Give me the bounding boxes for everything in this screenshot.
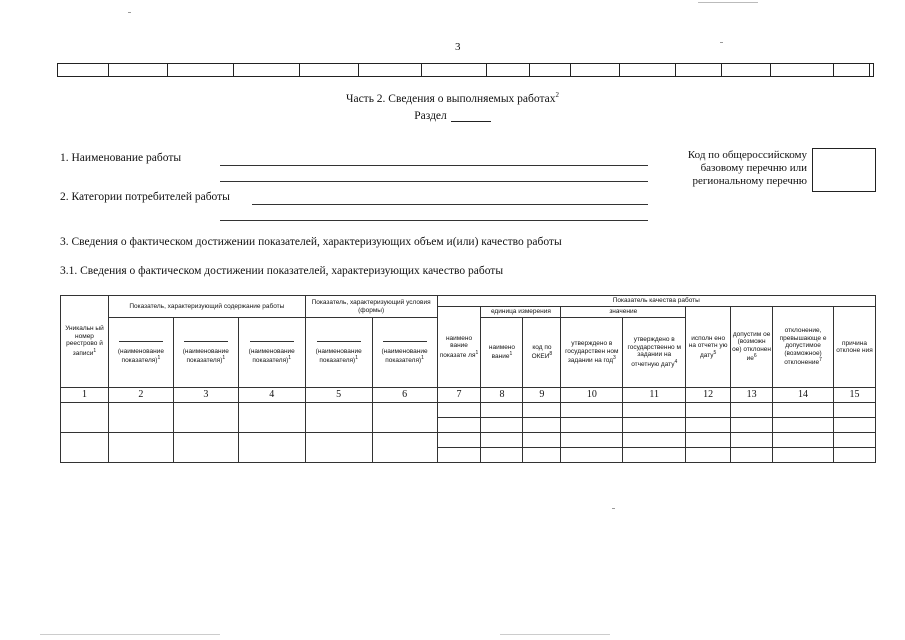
col-number: 8 <box>481 388 523 403</box>
content-indicator-2 <box>173 318 238 388</box>
col-approved-date-note: 4 <box>674 358 678 365</box>
table-cell[interactable] <box>561 433 623 448</box>
col-number: 15 <box>833 388 875 403</box>
conditions-indicator-2-text: (наименование показателя) <box>381 347 428 365</box>
table-cell[interactable] <box>372 433 437 463</box>
content-group-header: Показатель, характеризующий содержание работы <box>108 296 305 318</box>
col-executed-note: 5 <box>713 349 717 356</box>
col-executed-text: исполн ено на отчетн ую дату <box>688 334 728 359</box>
col-number: 5 <box>305 388 372 403</box>
code-label: Код по общероссийскому базовому перечню или региональному перечню <box>687 149 807 187</box>
table-cell[interactable] <box>731 448 773 463</box>
col-allowed-text: допустим ое (возможн ое) отклонен ие <box>732 330 771 363</box>
table-cell[interactable] <box>686 448 731 463</box>
conditions-indicator-2-note: 1 <box>421 355 424 362</box>
content-indicator-1 <box>108 318 173 388</box>
code-box[interactable] <box>812 148 876 192</box>
header-strip-table <box>57 63 874 77</box>
col-number: 9 <box>523 388 561 403</box>
content-indicator-3-note: 1 <box>288 355 292 362</box>
table-row <box>61 403 876 418</box>
table-cell[interactable] <box>108 403 173 433</box>
col-unique-text: Уникальн ый номер реестрово й записи <box>65 325 104 358</box>
section-label: Раздел <box>414 110 447 122</box>
table-cell[interactable] <box>731 433 773 448</box>
col-number: 12 <box>686 388 731 403</box>
work-name-line-2[interactable] <box>220 181 648 182</box>
col-naimenovanie-note: 1 <box>475 349 479 356</box>
col-number: 13 <box>731 388 773 403</box>
table-cell[interactable] <box>833 433 875 448</box>
table-cell[interactable] <box>523 403 561 418</box>
heading-3: 3. Сведения о фактическом достижении показателей, характеризующих объем и(или) качество работы <box>60 236 562 248</box>
col-exceeding-note: 7 <box>819 357 822 364</box>
col-number: 4 <box>238 388 305 403</box>
col-approved-date-header <box>623 318 686 388</box>
col-number: 6 <box>372 388 437 403</box>
col-allowed-note: 6 <box>753 353 757 360</box>
table-cell[interactable] <box>437 403 481 418</box>
col-exceeding-header <box>773 307 834 388</box>
table-cell[interactable] <box>437 433 481 448</box>
table-cell[interactable] <box>623 448 686 463</box>
table-cell[interactable] <box>686 418 731 433</box>
col-reason-header: причина отклоне ния <box>833 307 875 388</box>
table-cell[interactable] <box>523 418 561 433</box>
content-indicator-2-note: 1 <box>222 355 226 362</box>
col-number: 11 <box>623 388 686 403</box>
table-cell[interactable] <box>437 448 481 463</box>
unit-group-header: единица измерения <box>481 307 561 318</box>
table-cell[interactable] <box>623 418 686 433</box>
col-unique-header <box>61 296 109 388</box>
table-cell[interactable] <box>61 433 109 463</box>
scan-mark <box>720 42 723 43</box>
table-cell[interactable] <box>561 448 623 463</box>
col-exceeding-text: отклонение, превышающе е допустимое (возможное) отклонение <box>779 327 827 367</box>
col-number: 1 <box>61 388 109 403</box>
col-okei-text: код по ОКЕИ <box>531 343 552 361</box>
section-blank[interactable] <box>451 110 491 122</box>
conditions-indicator-1 <box>305 318 372 388</box>
table-cell[interactable] <box>623 403 686 418</box>
work-name-label: 1. Наименование работы <box>60 152 182 164</box>
quality-indicators-table <box>60 295 876 463</box>
part-title <box>0 91 905 105</box>
table-cell[interactable] <box>623 433 686 448</box>
col-unit-name-header <box>481 318 523 388</box>
section-line <box>0 110 905 122</box>
col-approved-year-note: 3 <box>613 355 616 362</box>
table-cell[interactable] <box>305 403 372 433</box>
scan-mark <box>40 634 220 635</box>
table-cell[interactable] <box>561 403 623 418</box>
col-unit-name-note: 1 <box>509 351 513 358</box>
table-cell[interactable] <box>731 418 773 433</box>
consumers-line-1[interactable] <box>252 204 648 205</box>
value-group-header: значение <box>561 307 686 318</box>
conditions-indicator-2 <box>372 318 437 388</box>
table-cell[interactable] <box>372 403 437 433</box>
col-number: 2 <box>108 388 173 403</box>
table-cell[interactable] <box>481 418 523 433</box>
table-cell[interactable] <box>773 418 834 433</box>
table-cell[interactable] <box>833 418 875 433</box>
table-cell[interactable] <box>773 448 834 463</box>
consumers-line-2[interactable] <box>220 220 648 221</box>
quality-group-header: Показатель качества работы <box>437 296 875 307</box>
table-cell[interactable] <box>686 433 731 448</box>
content-indicator-1-note: 1 <box>157 355 161 362</box>
col-unit-name-text: наимено вание <box>488 343 516 361</box>
table-cell[interactable] <box>238 403 305 433</box>
col-naimenovanie-text: наимено вание показате ля <box>439 334 476 359</box>
content-indicator-3-text: (наименование показателя) <box>248 347 295 365</box>
col-allowed-header <box>731 307 773 388</box>
conditions-indicator-1-text: (наименование показателя) <box>315 347 362 365</box>
table-cell[interactable] <box>833 448 875 463</box>
table-cell[interactable] <box>173 433 238 463</box>
content-indicator-2-text: (наименование показателя) <box>182 347 229 365</box>
table-cell[interactable] <box>773 403 834 418</box>
scan-mark <box>128 12 131 13</box>
table-cell[interactable] <box>523 433 561 448</box>
table-cell[interactable] <box>561 418 623 433</box>
col-okei-note: 8 <box>549 351 553 358</box>
scan-mark <box>698 2 758 3</box>
col-number: 3 <box>173 388 238 403</box>
table-cell[interactable] <box>238 433 305 463</box>
table-cell[interactable] <box>523 448 561 463</box>
col-executed-header <box>686 307 731 388</box>
col-naimenovanie-header <box>437 307 481 388</box>
table-cell[interactable] <box>61 403 109 433</box>
col-number: 10 <box>561 388 623 403</box>
col-okei-header <box>523 318 561 388</box>
col-unique-note: 1 <box>93 347 97 354</box>
table-cell[interactable] <box>481 403 523 418</box>
table-cell[interactable] <box>108 433 173 463</box>
conditions-indicator-1-note: 1 <box>355 355 358 362</box>
col-number: 14 <box>773 388 834 403</box>
table-cell[interactable] <box>481 433 523 448</box>
content-indicator-1-text: (наименование показателя) <box>117 347 164 365</box>
content-indicator-3 <box>238 318 305 388</box>
col-approved-year-text: утверждено в государствен ном задании на год <box>565 340 619 365</box>
col-approved-date-text: утверждено в государственно м задании на отчетную дату <box>627 336 681 369</box>
table-cell[interactable] <box>305 433 372 463</box>
consumers-label: 2. Категории потребителей работы <box>60 191 230 203</box>
table-cell[interactable] <box>481 448 523 463</box>
page-number: 3 <box>455 41 461 53</box>
col-number: 7 <box>437 388 481 403</box>
table-row <box>61 433 876 448</box>
table-cell[interactable] <box>437 418 481 433</box>
col-approved-year-header <box>561 318 623 388</box>
table-cell[interactable] <box>686 403 731 418</box>
table-cell[interactable] <box>173 403 238 433</box>
part-title-text: Часть 2. Сведения о выполняемых работах <box>345 92 556 105</box>
part-footnote: 2 <box>555 91 559 99</box>
conditions-group-header: Показатель, характеризующий условия (формы) <box>305 296 437 318</box>
table-cell[interactable] <box>731 403 773 418</box>
scan-mark <box>500 634 610 635</box>
heading-3-1: 3.1. Сведения о фактическом достижении показателей, характеризующих качество работы <box>60 265 504 277</box>
column-numbers-row <box>61 388 876 403</box>
table-cell[interactable] <box>773 433 834 448</box>
table-cell[interactable] <box>833 403 875 418</box>
scan-mark <box>612 508 615 509</box>
work-name-line-1[interactable] <box>220 165 648 166</box>
